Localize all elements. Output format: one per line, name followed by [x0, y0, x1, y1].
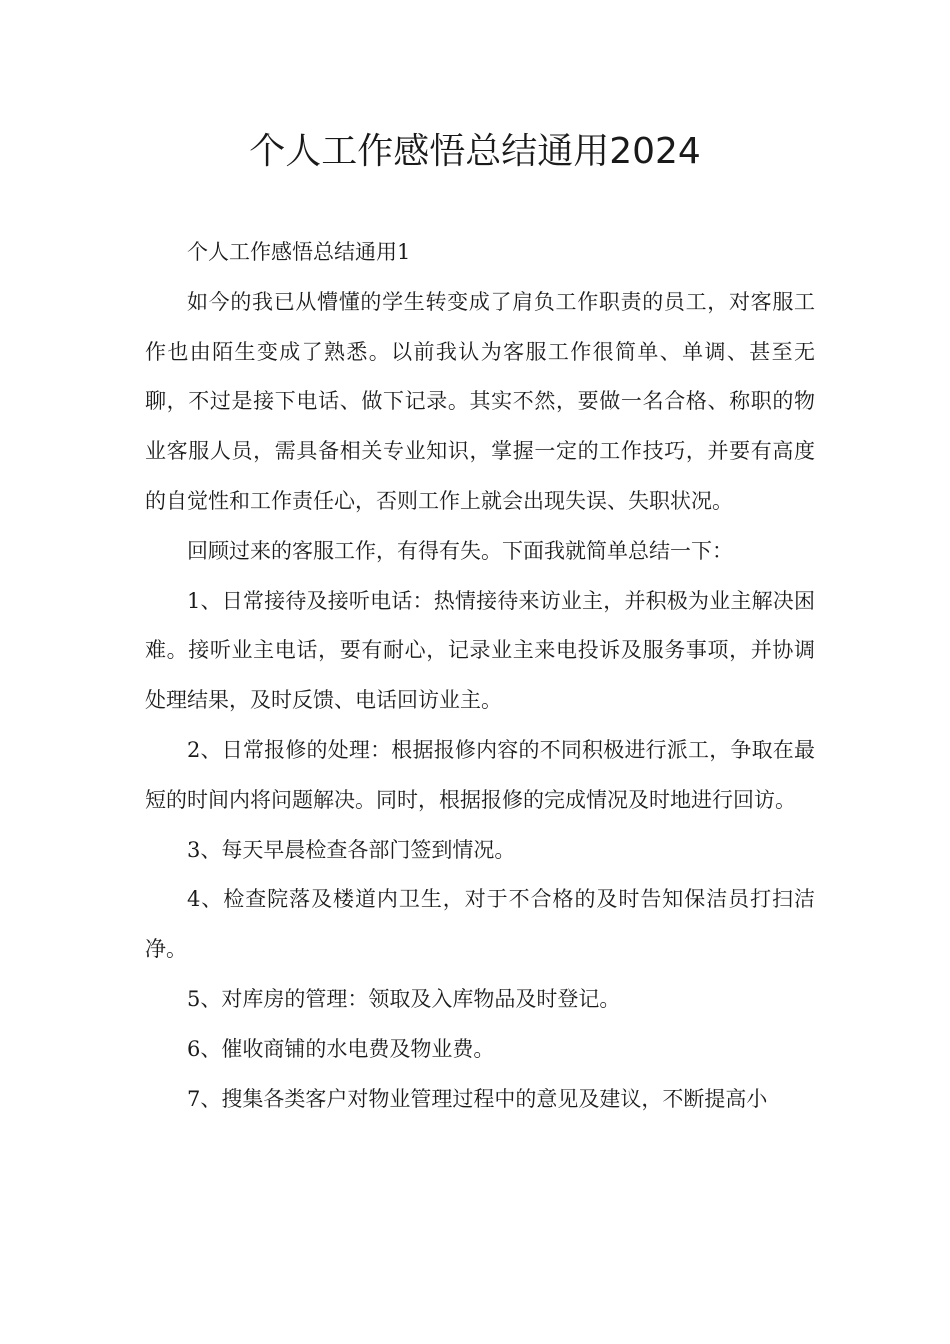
document-body: [145, 228, 815, 1124]
list-item-4: 4、检查院落及楼道内卫生，对于不合格的及时告知保洁员打扫洁净。: [145, 887, 815, 962]
paragraph-intro: 如今的我已从懵懂的学生转变成了肩负工作职责的员工，对客服工作也由陌生变成了熟悉。以前我认为客服工作很简单、单调、甚至无聊，不过是接下电话、做下记录。其实不然，要做一名合格、称职的物业客服人员，需具备相关专业知识，掌握一定的工作技巧，并要有高度的自觉性和工作责任心，否则工作上就会出现失误、失职状况。: [145, 289, 815, 513]
paragraph-review: 回顾过来的客服工作，有得有失。下面我就简单总结一下：: [187, 538, 733, 563]
document-title: 个人工作感悟总结通用2024: [249, 131, 701, 172]
list-item-5: 5、对库房的管理：领取及入库物品及时登记。: [187, 986, 621, 1011]
list-item-6: 6、催收商铺的水电费及物业费。: [187, 1036, 495, 1061]
list-item-1: 1、日常接待及接听电话：热情接待来访业主，并积极为业主解决困难。接听业主电话，要有耐心，记录业主来电投诉及服务事项，并协调处理结果，及时反馈、电话回访业主。: [145, 588, 815, 713]
list-item-2: 2、日常报修的处理：根据报修内容的不同积极进行派工，争取在最短的时间内将问题解决。同时，根据报修的完成情况及时地进行回访。: [145, 737, 815, 812]
section-heading: 个人工作感悟总结通用1: [187, 240, 411, 264]
list-item-7: 7、搜集各类客户对物业管理过程中的意见及建议，不断提高小: [187, 1086, 768, 1111]
list-item-3: 3、每天早晨检查各部门签到情况。: [187, 837, 516, 862]
